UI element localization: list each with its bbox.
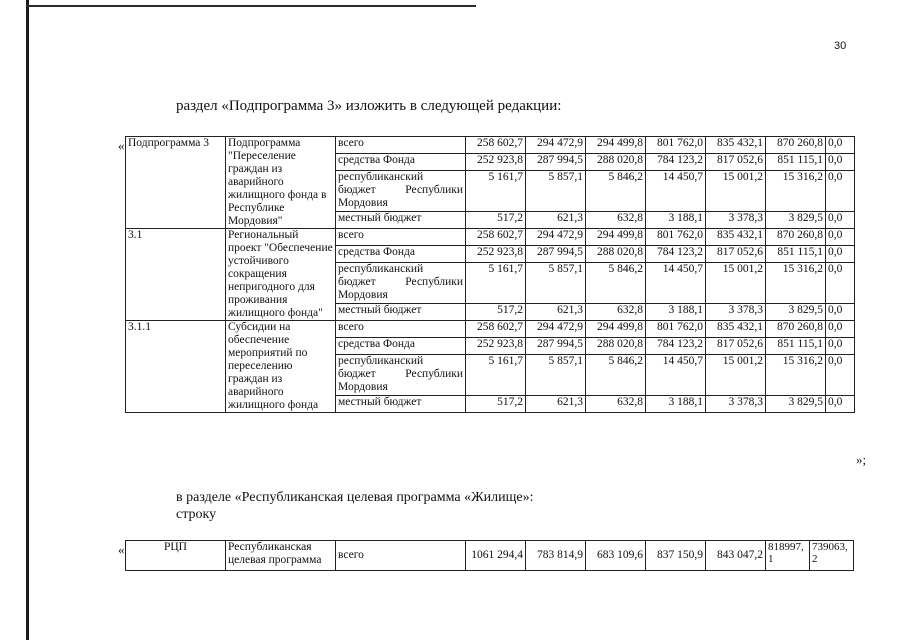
amount-cell: 288 020,8 [586, 246, 646, 263]
rcp-row-table [125, 540, 854, 571]
funding-source-cell [336, 355, 466, 396]
rcp-value-cell: 783 814,9 [526, 541, 586, 571]
funding-source-line: бюджет Республики [338, 184, 463, 196]
rcp-value-cell: 683 109,6 [586, 541, 646, 571]
amount-cell: 0,0 [826, 154, 855, 171]
section2-subheading: строку [176, 507, 217, 522]
amount-cell: 0,0 [826, 229, 855, 246]
amount-cell: 294 499,8 [586, 321, 646, 338]
amount-cell: 14 450,7 [646, 355, 706, 396]
amount-cell: 3 188,1 [646, 396, 706, 413]
funding-source-line: Мордовия [338, 289, 388, 301]
amount-cell: 870 260,8 [766, 229, 826, 246]
amount-cell: 0,0 [826, 355, 855, 396]
amount-cell: 15 001,2 [706, 355, 766, 396]
amount-cell: 15 316,2 [766, 355, 826, 396]
amount-cell: 5 846,2 [586, 355, 646, 396]
open-quote-mark: « [118, 138, 125, 153]
section2-heading: в разделе «Республиканская целевая программа «Жилище»: [176, 490, 534, 505]
section-name-cell: Субсидии на обеспечение мероприятий по переселению граждан из аварийного жилищного фонда [226, 321, 336, 413]
amount-cell: 288 020,8 [586, 154, 646, 171]
scan-edge-top [26, 5, 476, 7]
amount-cell: 3 188,1 [646, 212, 706, 229]
funding-source-cell [336, 171, 466, 212]
close-quote-mark: »; [856, 452, 867, 467]
amount-cell: 784 123,2 [646, 246, 706, 263]
budget-row [126, 321, 855, 338]
amount-cell: 5 857,1 [526, 263, 586, 304]
amount-cell: 294 472,9 [526, 137, 586, 154]
rcp-row [126, 541, 854, 571]
amount-cell: 784 123,2 [646, 154, 706, 171]
amount-cell: 517,2 [466, 396, 526, 413]
funding-source-cell: всего [336, 321, 466, 338]
funding-source-cell: местный бюджет [336, 304, 466, 321]
rcp-wrapped-value-cell: 818997,1 [766, 541, 810, 571]
amount-cell: 817 052,6 [706, 154, 766, 171]
amount-cell: 0,0 [826, 338, 855, 355]
amount-cell: 3 378,3 [706, 304, 766, 321]
amount-cell: 252 923,8 [466, 246, 526, 263]
amount-cell: 0,0 [826, 137, 855, 154]
page-number: 30 [834, 40, 847, 52]
funding-source-line: республиканский [338, 171, 424, 183]
amount-cell: 5 161,7 [466, 263, 526, 304]
section-code-cell: 3.1 [126, 229, 226, 321]
amount-cell: 15 001,2 [706, 263, 766, 304]
amount-cell: 294 472,9 [526, 229, 586, 246]
amount-cell: 3 188,1 [646, 304, 706, 321]
subprogram-3-table [125, 136, 855, 413]
open-quote-mark-2: « [118, 542, 125, 557]
amount-cell: 784 123,2 [646, 338, 706, 355]
funding-source-line: республиканский [338, 263, 424, 275]
amount-cell: 621,3 [526, 396, 586, 413]
amount-cell: 0,0 [826, 304, 855, 321]
amount-cell: 5 161,7 [466, 355, 526, 396]
amount-cell: 252 923,8 [466, 338, 526, 355]
funding-source-cell: средства Фонда [336, 338, 466, 355]
amount-cell: 14 450,7 [646, 171, 706, 212]
amount-cell: 870 260,8 [766, 321, 826, 338]
amount-cell: 621,3 [526, 212, 586, 229]
amount-cell: 15 316,2 [766, 263, 826, 304]
funding-source-cell: всего [336, 137, 466, 154]
funding-source-cell: местный бюджет [336, 212, 466, 229]
intro-paragraph: раздел «Подпрограмма 3» изложить в следующей редакции: [176, 98, 562, 114]
amount-cell: 258 602,7 [466, 229, 526, 246]
amount-cell: 817 052,6 [706, 338, 766, 355]
amount-cell: 258 602,7 [466, 321, 526, 338]
amount-cell: 287 994,5 [526, 338, 586, 355]
amount-cell: 517,2 [466, 304, 526, 321]
amount-cell: 801 762,0 [646, 137, 706, 154]
rcp-code-cell: РЦП [126, 541, 226, 571]
section-name-cell: Региональный проект "Обеспечение устойчивого сокращения непригодного для проживания жилищного фонда" [226, 229, 336, 321]
funding-source-line: республиканский [338, 355, 424, 367]
amount-cell: 5 846,2 [586, 171, 646, 212]
amount-cell: 5 846,2 [586, 263, 646, 304]
funding-source-cell: средства Фонда [336, 154, 466, 171]
rcp-wrapped-value-cell: 739063,2 [810, 541, 854, 571]
section-code-cell: Подпрограмма 3 [126, 137, 226, 229]
budget-row [126, 137, 855, 154]
amount-cell: 5 857,1 [526, 355, 586, 396]
funding-source-line: Мордовия [338, 381, 388, 393]
section-code-cell: 3.1.1 [126, 321, 226, 413]
amount-cell: 0,0 [826, 246, 855, 263]
rcp-value-cell: 1061 294,4 [466, 541, 526, 571]
amount-cell: 0,0 [826, 171, 855, 212]
rcp-source-cell: всего [336, 541, 466, 571]
amount-cell: 287 994,5 [526, 154, 586, 171]
amount-cell: 3 829,5 [766, 396, 826, 413]
amount-cell: 835 432,1 [706, 229, 766, 246]
amount-cell: 851 115,1 [766, 154, 826, 171]
amount-cell: 801 762,0 [646, 321, 706, 338]
amount-cell: 15 001,2 [706, 171, 766, 212]
amount-cell: 3 829,5 [766, 212, 826, 229]
amount-cell: 258 602,7 [466, 137, 526, 154]
amount-cell: 3 378,3 [706, 396, 766, 413]
rcp-value-cell: 843 047,2 [706, 541, 766, 571]
section-name-cell: Подпрограмма "Переселение граждан из аварийного жилищного фонда в Республике Мордовия" [226, 137, 336, 229]
amount-cell: 621,3 [526, 304, 586, 321]
amount-cell: 517,2 [466, 212, 526, 229]
amount-cell: 14 450,7 [646, 263, 706, 304]
amount-cell: 294 472,9 [526, 321, 586, 338]
funding-source-line: Мордовия [338, 197, 388, 209]
amount-cell: 851 115,1 [766, 246, 826, 263]
funding-source-line: бюджет Республики [338, 276, 463, 288]
funding-source-cell: средства Фонда [336, 246, 466, 263]
amount-cell: 0,0 [826, 212, 855, 229]
budget-row [126, 229, 855, 246]
funding-source-cell: местный бюджет [336, 396, 466, 413]
amount-cell: 632,8 [586, 212, 646, 229]
rcp-value-cell: 837 150,9 [646, 541, 706, 571]
amount-cell: 252 923,8 [466, 154, 526, 171]
scan-edge-left [26, 0, 29, 640]
amount-cell: 0,0 [826, 263, 855, 304]
amount-cell: 287 994,5 [526, 246, 586, 263]
amount-cell: 801 762,0 [646, 229, 706, 246]
amount-cell: 0,0 [826, 396, 855, 413]
rcp-name-cell: Республиканская целевая программа [226, 541, 336, 571]
amount-cell: 5 161,7 [466, 171, 526, 212]
amount-cell: 835 432,1 [706, 321, 766, 338]
amount-cell: 288 020,8 [586, 338, 646, 355]
amount-cell: 870 260,8 [766, 137, 826, 154]
amount-cell: 15 316,2 [766, 171, 826, 212]
amount-cell: 632,8 [586, 396, 646, 413]
amount-cell: 817 052,6 [706, 246, 766, 263]
funding-source-line: бюджет Республики [338, 368, 463, 380]
funding-source-cell: всего [336, 229, 466, 246]
amount-cell: 294 499,8 [586, 229, 646, 246]
amount-cell: 835 432,1 [706, 137, 766, 154]
amount-cell: 632,8 [586, 304, 646, 321]
amount-cell: 3 829,5 [766, 304, 826, 321]
amount-cell: 851 115,1 [766, 338, 826, 355]
amount-cell: 294 499,8 [586, 137, 646, 154]
amount-cell: 0,0 [826, 321, 855, 338]
amount-cell: 5 857,1 [526, 171, 586, 212]
funding-source-cell [336, 263, 466, 304]
amount-cell: 3 378,3 [706, 212, 766, 229]
